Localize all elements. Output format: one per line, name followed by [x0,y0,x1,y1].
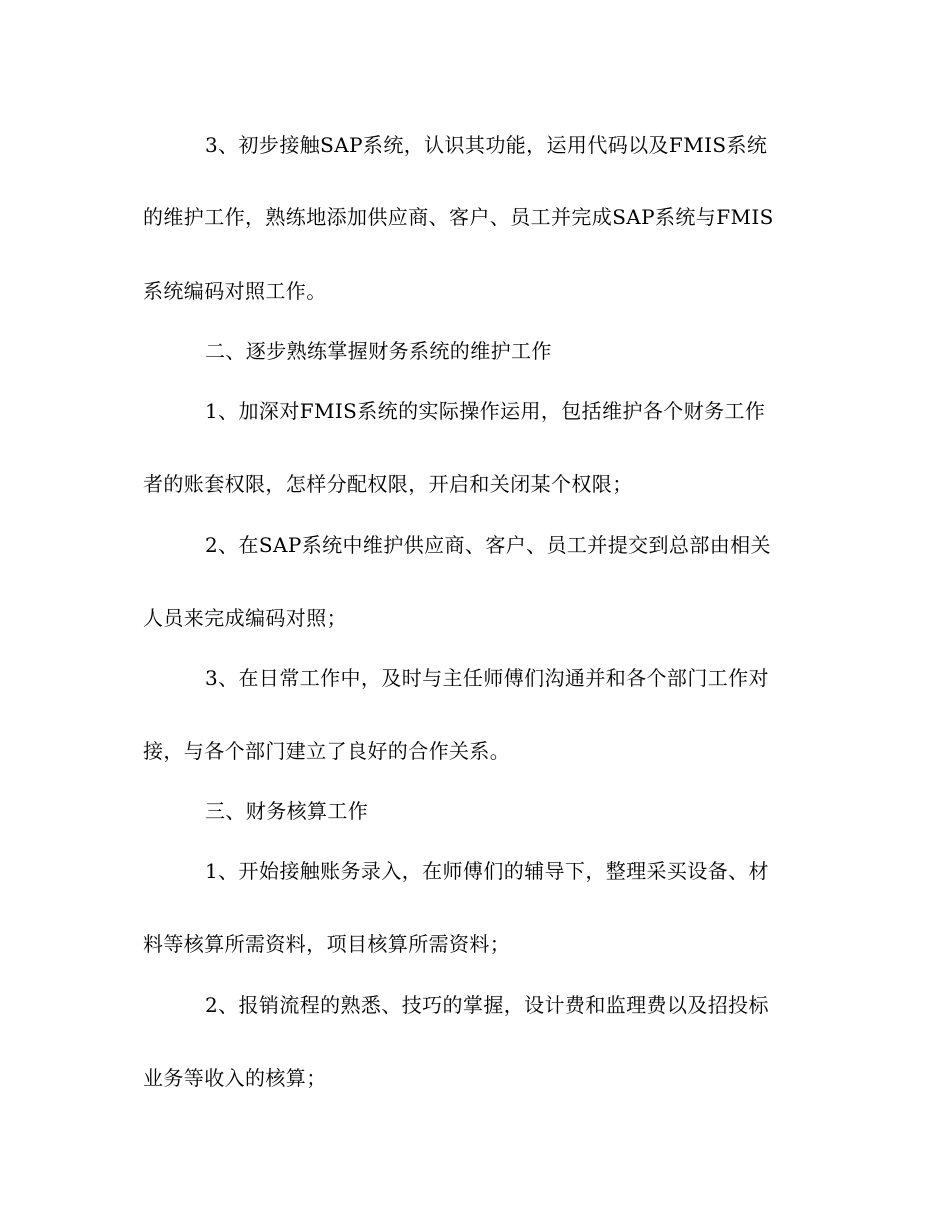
paragraph-reimbursement-line-2: 业务等收入的核算； [143,1066,327,1090]
paragraph-sap-maintain-line-2: 人员来完成编码对照； [143,606,347,630]
paragraph-communication-line-2: 接，与各个部门建立了良好的合作关系。 [143,739,511,763]
paragraph-communication-line-1: 3、在日常工作中，及时与主任师傅们沟通并和各个部门工作对 [205,666,769,690]
paragraph-sap-intro-line-3: 系统编码对照工作。 [143,279,327,303]
paragraph-fmis-line-2: 者的账套权限，怎样分配权限，开启和关闭某个权限； [143,472,633,496]
paragraph-accounting-entry-line-2: 料等核算所需资料，项目核算所需资料； [143,932,511,956]
paragraph-sap-maintain-line-1: 2、在SAP系统中维护供应商、客户、员工并提交到总部由相关 [205,533,771,557]
paragraph-accounting-entry-line-1: 1、开始接触账务录入，在师傅们的辅导下，整理采买设备、材 [205,859,769,883]
paragraph-fmis-line-1: 1、加深对FMIS系统的实际操作运用，包括维护各个财务工作 [205,399,766,423]
section-heading-2: 二、逐步熟练掌握财务系统的维护工作 [205,339,552,363]
section-heading-3: 三、财务核算工作 [205,799,369,823]
paragraph-sap-intro-line-1: 3、初步接触SAP系统，认识其功能，运用代码以及FMIS系统 [205,133,768,157]
paragraph-reimbursement-line-1: 2、报销流程的熟悉、技巧的掌握，设计费和监理费以及招投标 [205,993,769,1017]
paragraph-sap-intro-line-2: 的维护工作，熟练地添加供应商、客户、员工并完成SAP系统与FMIS [143,205,774,229]
